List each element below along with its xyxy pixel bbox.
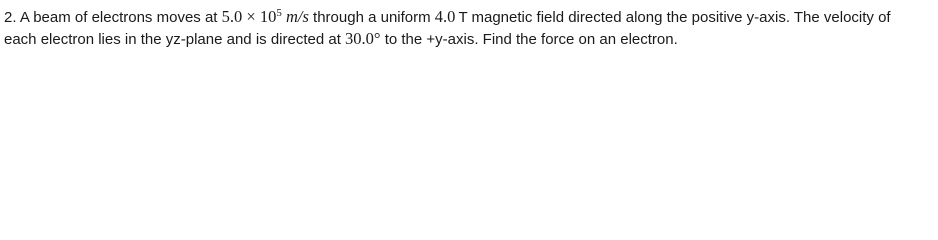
speed-value [222,7,309,26]
field-magnitude: 4.0 [434,7,456,26]
problem-text: through a uniform [313,9,431,26]
problem-number: 2. [4,9,17,26]
problem-line-2 [4,28,934,50]
problem-text: to the +y-axis. Find the force on an electron. [384,31,678,48]
problem-statement [4,6,934,50]
problem-line-1 [4,6,934,28]
angle-value: 30.0° [345,29,381,48]
problem-text: each electron lies in the yz-plane and is directed at [4,31,341,48]
speed-exponent: 5 [276,7,282,19]
speed-unit: m/s [285,7,309,26]
problem-text: A beam of electrons moves at [19,9,218,26]
speed-coefficient: 5.0 × 10 [221,7,277,26]
problem-text: T magnetic field directed along the positive y-axis. The velocity of [458,9,891,26]
